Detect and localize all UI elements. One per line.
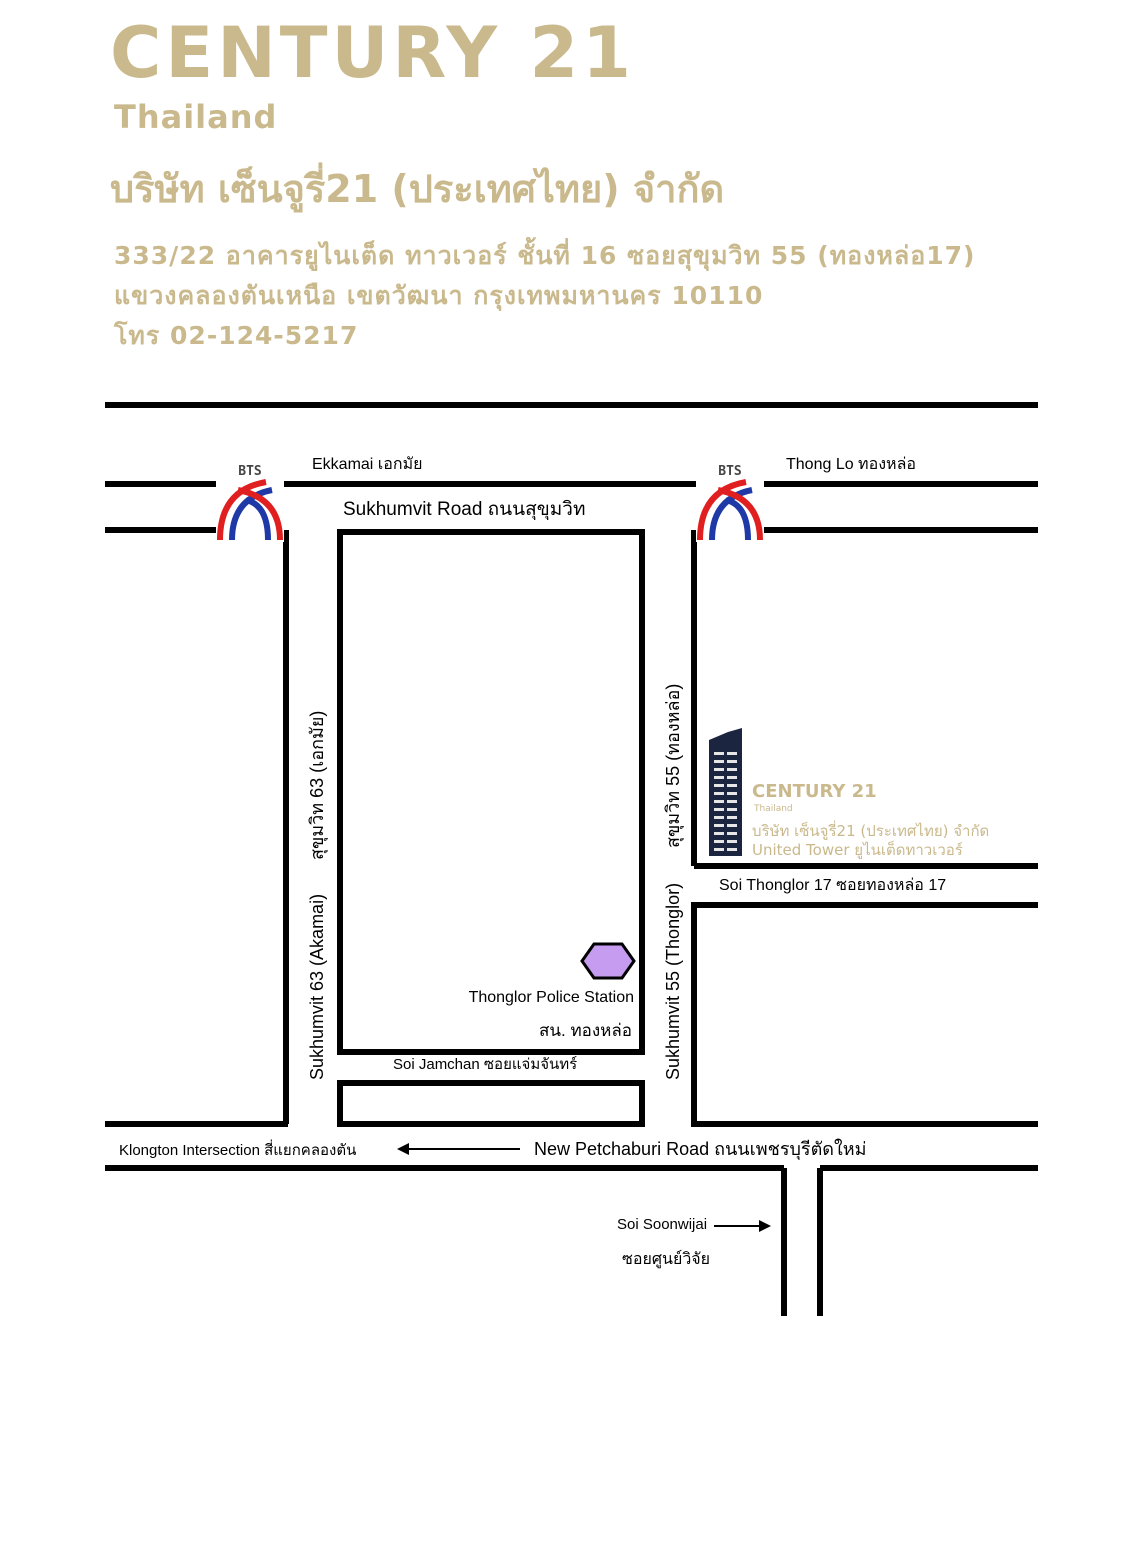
- brand-subtitle: Thailand: [114, 98, 278, 136]
- company-name: บริษัท เซ็นจูรี่21 (ประเทศไทย) จำกัด: [110, 167, 725, 211]
- building-window: [727, 816, 737, 819]
- address-line-2: แขวงคลองตันเหนือ เขตวัฒนา กรุงเทพมหานคร 10110: [114, 281, 764, 310]
- office-building-label: United Tower ยูไนเต็ดทาวเวอร์: [752, 841, 963, 859]
- soi63-en-label: Sukhumvit 63 (Akamai): [307, 893, 327, 1080]
- city-block-east: [694, 905, 1038, 1124]
- building-window: [727, 840, 737, 843]
- office-brand-label: CENTURY 21: [752, 781, 877, 802]
- building-window: [714, 784, 724, 787]
- building-window: [714, 808, 724, 811]
- building-window: [714, 816, 724, 819]
- soi63-thai-label: สุขุมวิท 63 (เอกมัย): [307, 710, 327, 860]
- building-window: [727, 824, 737, 827]
- arrow-right-icon: [714, 1220, 771, 1232]
- soi55-en-label: Sukhumvit 55 (Thonglor): [663, 882, 683, 1080]
- building-window: [727, 784, 737, 787]
- building-window: [714, 824, 724, 827]
- sukhumvit-road-label: Sukhumvit Road ถนนสุขุมวิท: [343, 499, 586, 520]
- building-window: [714, 800, 724, 803]
- soi55-thai-label: สุขุมวิท 55 (ทองหล่อ): [663, 683, 683, 848]
- soonwijai-th-label: ซอยศูนย์วิจัย: [622, 1251, 711, 1268]
- building-window: [727, 832, 737, 835]
- office-brand-sub-label: Thailand: [754, 804, 793, 814]
- building-window: [727, 800, 737, 803]
- bts-label: BTS: [238, 464, 262, 479]
- arrow-left-icon: [397, 1143, 520, 1155]
- building-window: [714, 776, 724, 779]
- soi-thonglor17-label: Soi Thonglor 17 ซอยทองหล่อ 17: [719, 877, 947, 894]
- phone-number: โทร 02-124-5217: [114, 321, 359, 350]
- building-window: [714, 792, 724, 795]
- bts-label: BTS: [718, 464, 742, 479]
- brand-logo: CENTURY 21: [110, 12, 635, 94]
- address-line-1: 333/22 อาคารยูไนเต็ด ทาวเวอร์ ชั้นที่ 16 ซอยสุขุมวิท 55 (ทองหล่อ17): [114, 241, 976, 270]
- office-company-label: บริษัท เซ็นจูรี่21 (ประเทศไทย) จำกัด: [752, 822, 990, 840]
- police-station-th-label: สน. ทองหล่อ: [539, 1021, 632, 1040]
- station-ekkamai-label: Ekkamai เอกมัย: [312, 456, 423, 473]
- building-window: [714, 832, 724, 835]
- bts-ekkamai-icon: [216, 462, 284, 542]
- soi-jamchan-label: Soi Jamchan ซอยแจ่มจันทร์: [393, 1056, 578, 1073]
- building-window: [727, 848, 737, 851]
- station-thonglo-label: Thong Lo ทองหล่อ: [786, 456, 916, 473]
- bts-thonglo-icon: [696, 462, 764, 542]
- soonwijai-en-label: Soi Soonwijai: [617, 1216, 708, 1233]
- building-window: [714, 768, 724, 771]
- building-window: [714, 760, 724, 763]
- building-window: [727, 776, 737, 779]
- building-window: [727, 752, 737, 755]
- klongton-label: Klongton Intersection สี่แยกคลองตัน: [119, 1142, 357, 1159]
- building-window: [727, 768, 737, 771]
- petchaburi-road-label: New Petchaburi Road ถนนเพชรบุรีตัดใหม่: [534, 1139, 867, 1159]
- police-station-en-label: Thonglor Police Station: [468, 989, 634, 1006]
- building-window: [727, 792, 737, 795]
- city-block-lower: [340, 1083, 642, 1124]
- building-window: [727, 808, 737, 811]
- building-window: [714, 840, 724, 843]
- building-window: [714, 848, 724, 851]
- office-building-icon: [709, 728, 742, 856]
- police-station-hexagon-icon: [582, 944, 634, 978]
- building-window: [714, 752, 724, 755]
- building-window: [727, 760, 737, 763]
